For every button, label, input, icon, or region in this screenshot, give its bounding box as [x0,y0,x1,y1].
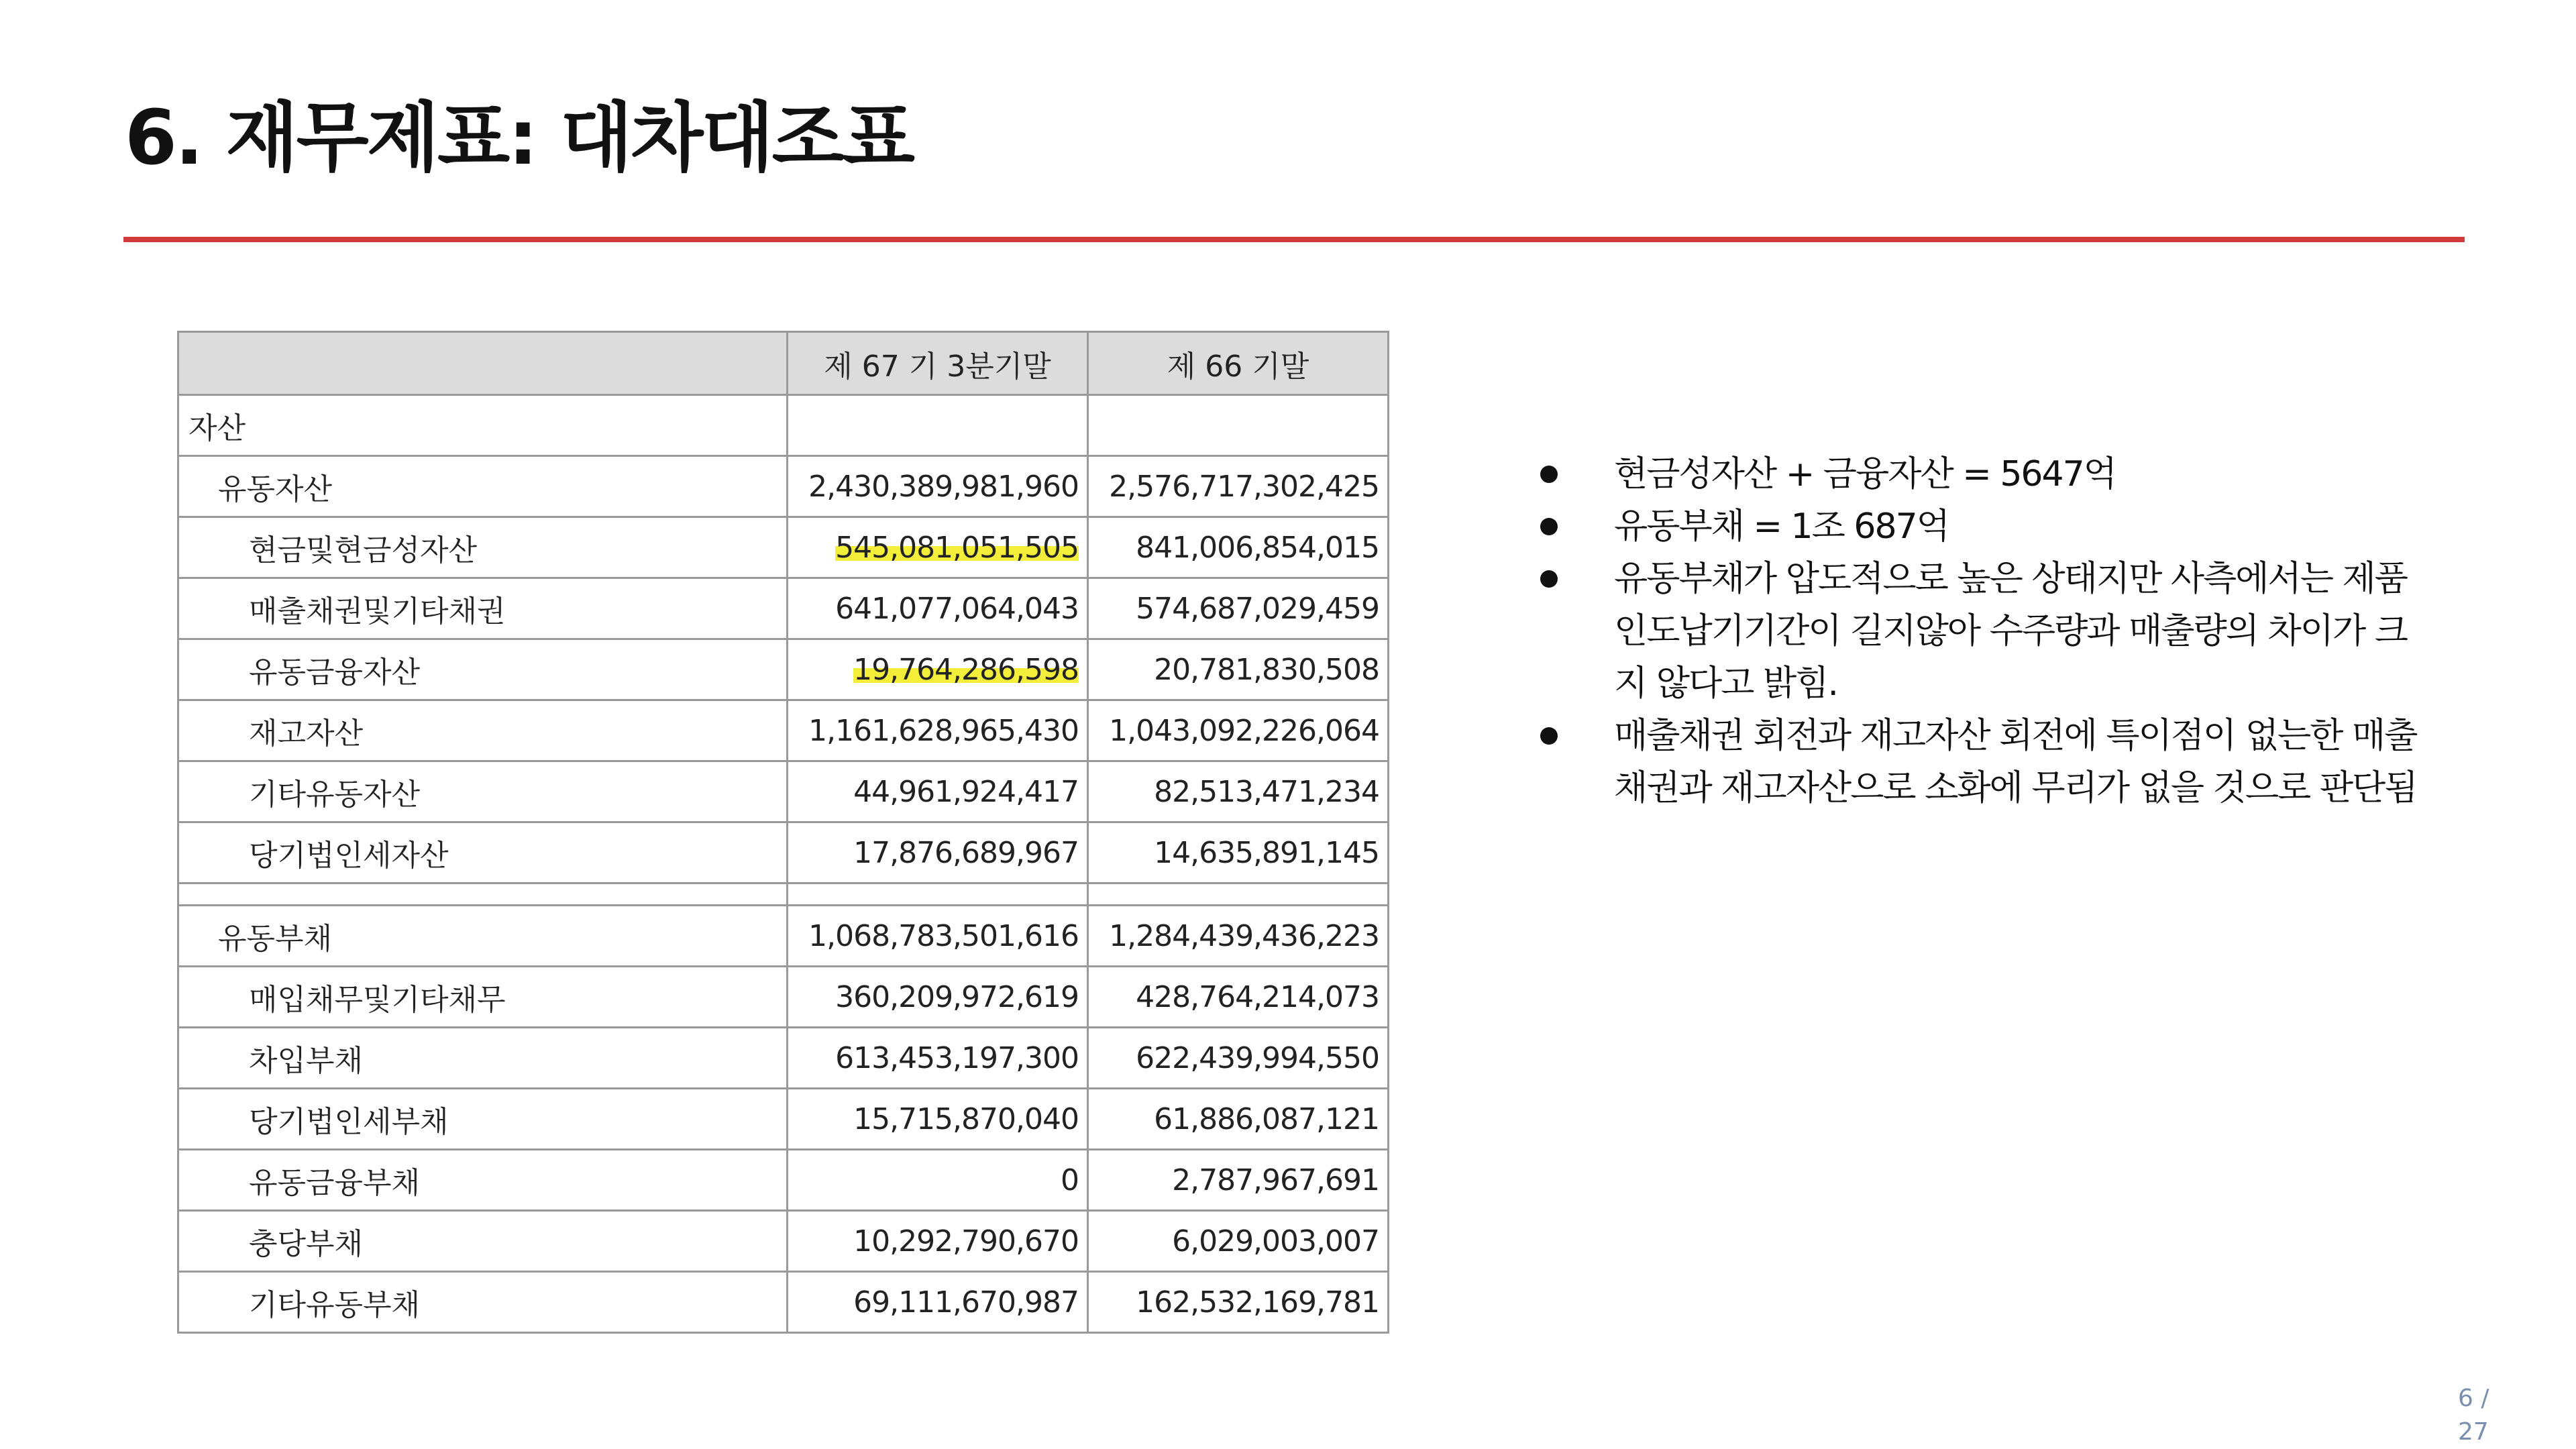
highlighted-value: 19,764,286,598 [853,652,1079,687]
table-row [178,456,1389,517]
value-q3-67 [788,395,1088,456]
table-row [178,1028,1389,1089]
table-row [178,906,1389,967]
row-label: 매입채무및기타채무 [178,967,788,1028]
page-number-total: 27 [2458,1418,2489,1446]
value-q3-67: 44,961,924,417 [788,761,1088,822]
value-fy-66: 61,886,087,121 [1088,1089,1389,1150]
bullet-item [1540,553,2426,710]
row-label: 유동부채 [178,906,788,967]
table-row [178,967,1389,1028]
bullet-text: 유동부채 = 1조 687억 [1614,506,1949,547]
header-cell-label [178,332,788,395]
value-q3-67: 0 [788,1150,1088,1211]
value-fy-66 [1088,395,1389,456]
value-q3-67: 360,209,972,619 [788,967,1088,1028]
row-label: 유동금융부채 [178,1150,788,1211]
row-label: 충당부채 [178,1211,788,1272]
value-fy-66: 1,284,439,436,223 [1088,906,1389,967]
gap-cell [788,883,1088,906]
value-fy-66: 162,532,169,781 [1088,1272,1389,1333]
value-fy-66: 1,043,092,226,064 [1088,700,1389,761]
value-fy-66: 6,029,003,007 [1088,1211,1389,1272]
table-row [178,822,1389,883]
value-q3-67: 2,430,389,981,960 [788,456,1088,517]
value-q3-67: 17,876,689,967 [788,822,1088,883]
value-fy-66: 2,576,717,302,425 [1088,456,1389,517]
bullet-item [1540,710,2426,814]
table-row [178,395,1389,456]
table-row [178,761,1389,822]
bullet-item [1540,448,2426,500]
value-q3-67 [788,517,1088,578]
bullet-icon [1540,570,1558,588]
row-label: 차입부채 [178,1028,788,1089]
bullet-item [1540,500,2426,553]
table-row [178,1089,1389,1150]
page-number [2458,1382,2498,1449]
table-row [178,639,1389,700]
header-cell-q3-67: 제 67 기 3분기말 [788,332,1088,395]
bullet-text: 현금성자산 + 금융자산 = 5647억 [1614,454,2116,494]
table-row [178,1211,1389,1272]
page-number-current: 6 / [2458,1385,2489,1412]
row-label: 기타유동부채 [178,1272,788,1333]
bullet-list [1540,448,2426,814]
row-label: 현금및현금성자산 [178,517,788,578]
row-label: 유동금융자산 [178,639,788,700]
bullet-icon [1540,466,1558,483]
table-body [178,395,1389,1333]
value-fy-66: 622,439,994,550 [1088,1028,1389,1089]
row-label: 재고자산 [178,700,788,761]
value-q3-67: 613,453,197,300 [788,1028,1088,1089]
bullet-icon [1540,518,1558,535]
value-q3-67: 1,161,628,965,430 [788,700,1088,761]
table-row [178,1272,1389,1333]
highlighted-value: 545,081,051,505 [835,530,1079,565]
row-label: 당기법인세부채 [178,1089,788,1150]
value-fy-66: 2,787,967,691 [1088,1150,1389,1211]
table-row [178,578,1389,639]
title-divider [123,237,2465,242]
value-q3-67: 641,077,064,043 [788,578,1088,639]
value-fy-66: 14,635,891,145 [1088,822,1389,883]
bullet-icon [1540,727,1558,745]
row-label: 유동자산 [178,456,788,517]
row-label: 매출채권및기타채권 [178,578,788,639]
value-fy-66: 20,781,830,508 [1088,639,1389,700]
value-fy-66: 574,687,029,459 [1088,578,1389,639]
gap-cell [1088,883,1389,906]
bullet-text: 유동부채가 압도적으로 높은 상태지만 사측에서는 제품 인도납기기간이 길지않아 수주량과 매출량의 차이가 크지 않다고 밝힘. [1614,559,2407,704]
value-fy-66: 82,513,471,234 [1088,761,1389,822]
gap-cell [178,883,788,906]
value-q3-67: 15,715,870,040 [788,1089,1088,1150]
slide-title: 6. 재무제표: 대차대조표 [125,95,913,182]
row-label: 기타유동자산 [178,761,788,822]
value-q3-67 [788,639,1088,700]
table-row [178,517,1389,578]
value-q3-67: 10,292,790,670 [788,1211,1088,1272]
table-row [178,700,1389,761]
value-fy-66: 841,006,854,015 [1088,517,1389,578]
bullet-text: 매출채권 회전과 재고자산 회전에 특이점이 없는한 매출채권과 재고자산으로 소화에 무리가 없을 것으로 판단됨 [1614,716,2417,808]
header-cell-fy-66: 제 66 기말 [1088,332,1389,395]
value-q3-67: 1,068,783,501,616 [788,906,1088,967]
value-q3-67: 69,111,670,987 [788,1272,1088,1333]
table-row [178,1150,1389,1211]
row-label: 당기법인세자산 [178,822,788,883]
value-fy-66: 428,764,214,073 [1088,967,1389,1028]
balance-sheet-table [177,331,1389,1334]
table-gap-row [178,883,1389,906]
row-label: 자산 [178,395,788,456]
table-header-row [178,332,1389,395]
